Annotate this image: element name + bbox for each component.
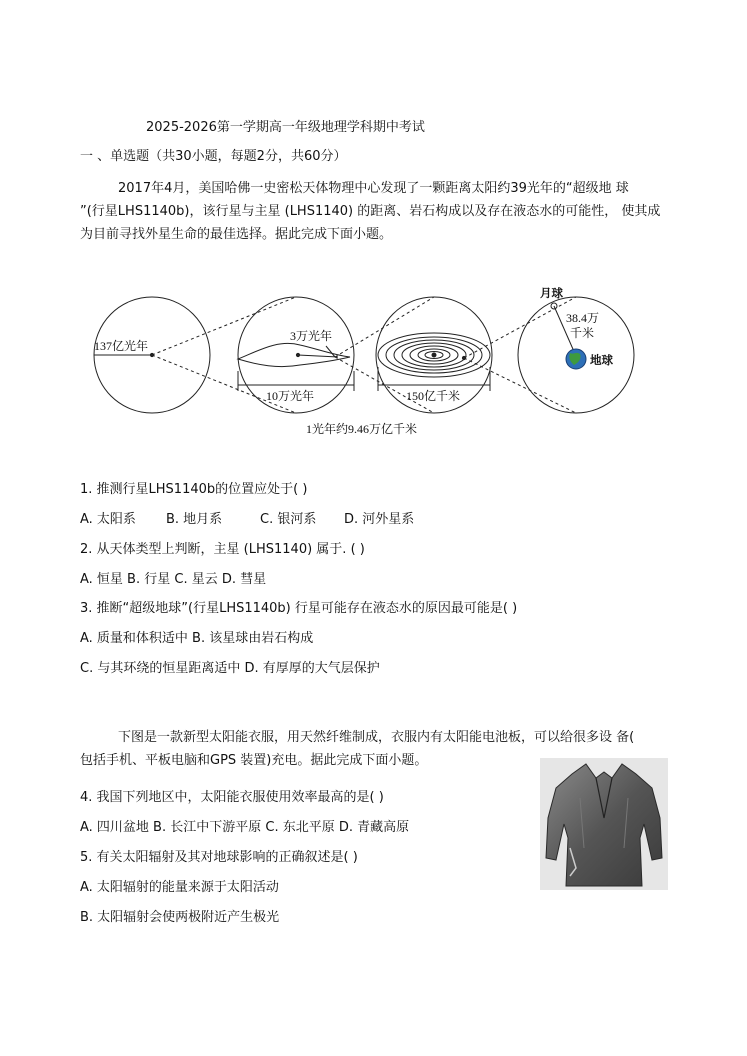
passage-line: 2017年4月，美国哈佛一史密松天体物理中心发现了一颗距离太阳约39光年的“超级地 球 <box>118 181 629 196</box>
option-a: A. 太阳系 <box>80 512 136 527</box>
passage-line: 为目前寻找外星生命的最佳选择。据此完成下面小题。 <box>80 227 393 242</box>
label-earth: 地球 <box>590 353 613 367</box>
question-options: A. 恒星 B. 行星 C. 星云 D. 彗星 <box>80 572 267 587</box>
question-options: A. 四川盆地 B. 长江中下游平原 C. 东北平原 D. 青藏高原 <box>80 820 410 835</box>
question-stem: 2. 从天体类型上判断，主星 (LHS1140) 属于. ( ) <box>80 542 365 557</box>
label-universe: 137亿光年 <box>94 339 149 353</box>
connector-dashed <box>464 297 576 358</box>
question-stem: 3. 推断“超级地球”(行星LHS1140b) 行星可能存在液态水的原因最可能是( ) <box>80 601 518 616</box>
question-options: C. 与其环绕的恒星距离适中 D. 有厚厚的大气层保护 <box>80 661 380 676</box>
option-b: B. 地月系 <box>166 512 223 527</box>
passage-line: ”(行星LHS1140b)，该行星与主星 (LHS1140) 的距离、岩石构成以及存在液态水的可能性， 使其成 <box>80 204 661 219</box>
label-galaxy-distance: 3万光年 <box>290 329 333 343</box>
passage-line: 下图是一款新型太阳能衣服，用天然纤维制成，衣服内有太阳能电池板，可以给很多设 备( <box>118 730 635 745</box>
section-heading: 一 、单选题（共30小题，每题2分，共60分） <box>80 149 347 164</box>
solar-jacket-image <box>540 758 668 890</box>
question-options: A. 质量和体积适中 B. 该星球由岩石构成 <box>80 631 314 646</box>
label-solar-system: 150亿千米 <box>406 389 461 403</box>
passage-line: 包括手机、平板电脑和GPS 装置)充电。据此完成下面小题。 <box>80 753 428 768</box>
question-stem: 4. 我国下列地区中，太阳能衣服使用效率最高的是( ) <box>80 790 384 805</box>
label-galaxy-diameter: 10万光年 <box>266 389 315 403</box>
connector-dashed <box>152 355 296 413</box>
label-moon: 月球 <box>540 286 563 300</box>
cosmic-hierarchy-diagram <box>88 283 668 443</box>
connector-dashed <box>152 297 296 355</box>
page-title: 2025-2026第一学期高一年级地理学科期中考试 <box>146 120 425 135</box>
figure-caption: 1光年约9.46万亿千米 <box>306 422 418 436</box>
question-stem: 1. 推测行星LHS1140b的位置应处于( ) <box>80 482 308 497</box>
question-options: B. 太阳辐射会使两极附近产生极光 <box>80 910 280 925</box>
label-distance-b: 千米 <box>570 326 595 340</box>
question-options: A. 太阳辐射的能量来源于太阳活动 <box>80 880 279 895</box>
question-options <box>80 511 414 529</box>
label-distance-a: 38.4万 <box>566 311 600 325</box>
option-d: D. 河外星系 <box>344 512 415 527</box>
question-stem: 5. 有关太阳辐射及其对地球影响的正确叙述是( ) <box>80 850 358 865</box>
option-c: C. 银河系 <box>260 512 317 527</box>
